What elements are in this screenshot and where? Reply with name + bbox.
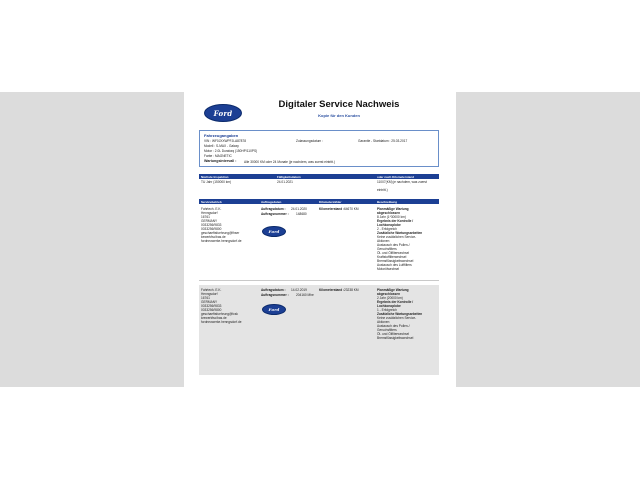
desc-line: Öl- und Ölfilterwechsel <box>377 332 410 336</box>
desc-line: Austausch des Pollen-/ <box>377 324 410 328</box>
dealer-line: 16761 <box>201 296 210 300</box>
desc-line: Planmäßige Wartung <box>377 207 409 211</box>
document-title: Digitaler Service Nachweis <box>278 99 400 110</box>
next-service-col-2: Fälligkeitsdatum <box>277 175 301 179</box>
desc-line: Planmäßige Wartung <box>377 288 409 292</box>
dealer-line: 0033256/9833 <box>201 223 222 227</box>
desc-line: Aktionen <box>377 239 390 243</box>
desc-line: Austausch des Luftfilters <box>377 263 412 267</box>
dealer-line: 16761 <box>201 215 210 219</box>
desc-line: Aktionen <box>377 320 390 324</box>
dealer-line: Fahrtech. E.K. <box>201 288 222 292</box>
order-number-value: 204160 Mhe <box>296 293 314 297</box>
dealer-line: Henngsdorf <box>201 292 218 296</box>
desc-line: abgeschlossen <box>377 211 401 215</box>
desc-line: Austausch des Pollen-/ <box>377 243 410 247</box>
desc-line: Kraftstoffilterwechsel <box>377 255 407 259</box>
service-document <box>184 92 456 387</box>
next-service-interval: TU Jahr (150000 km) <box>201 180 232 184</box>
next-service-col-3: oder nach Kilometerstand <box>377 175 415 179</box>
km-value: 64670 KM <box>344 207 359 211</box>
dealer-line: geschaeftsfuehrung@fhser <box>201 231 240 235</box>
dealer-line: geschaeftsfuehrung@fcsk <box>201 312 238 316</box>
service-col-km: Kilometerzähler <box>319 200 342 204</box>
document-header <box>184 92 456 132</box>
desc-line: Motorölwechsel <box>377 267 400 271</box>
desc-line: Zusätzliche Wartungsarbeiten <box>377 312 423 316</box>
order-date-label: Auftragsdatum : <box>261 207 286 211</box>
engine: Motor : 2.0L Duratorq (150HP/110PS) <box>204 149 258 153</box>
dealer-line: Fahrtech. E.K. <box>201 207 222 211</box>
order-number-value: 148680 <box>296 212 307 216</box>
next-service-km-2: eintritt.) <box>377 188 388 192</box>
next-service-header <box>199 174 439 179</box>
registration-date: Zulassungsdatum : <box>296 139 323 143</box>
model: Modell : S-MAX - Galaxy <box>204 144 239 148</box>
ford-logo-small: Ford <box>262 304 286 315</box>
dealer-line: 0033256/9800 <box>201 227 222 231</box>
desc-line: Lochkonoplobe <box>377 223 401 227</box>
next-service-col-1: Nächste Inspektion <box>201 175 229 179</box>
dealer-line: fordneuwerke.henngsdorf.de <box>201 320 242 324</box>
desc-line: Ergebnis der Kontrolle / <box>377 300 414 304</box>
desc-line: Zusätzliche Wartungsarbeiten <box>377 231 423 235</box>
desc-line: Ergebnis der Kontrolle / <box>377 219 414 223</box>
dealer-line: GERMANY <box>201 300 218 304</box>
desc-line: Bremsflüssigkeitswechsel <box>377 336 414 340</box>
dealer-line: krewerkfsc/bas.de <box>201 316 227 320</box>
order-number-label: Auftragsnummer : <box>261 293 289 297</box>
desc-line: Lochkonoplobe <box>377 304 401 308</box>
dealer-line: 0033256/9800 <box>201 308 222 312</box>
desc-line: Geruchsfilters <box>377 247 397 251</box>
service-col-order: Auftragsdaten <box>261 200 282 204</box>
desc-line: Öl- und Ölfilterwechsel <box>377 251 410 255</box>
km-value: 23238 KM <box>344 288 359 292</box>
next-service-km: 11007(KM) je nachdem, was zuerst <box>377 180 427 184</box>
desc-line: 1 - Erfolgreich <box>377 308 397 312</box>
desc-line: Bremsflüssigkeitswechsel <box>377 259 414 263</box>
vehicle-details-box <box>199 130 439 167</box>
warranty-start: Garantie - Startdatum : 25.03.2017 <box>358 139 408 143</box>
ford-logo: Ford <box>204 104 242 122</box>
interval-label: Wartungsintervall : <box>204 159 237 163</box>
vin: VIN : WF0JXXWPFJLA87878 <box>204 139 246 143</box>
desc-line: 2 Jahr (20000 km) <box>377 296 403 300</box>
order-date-label: Auftragsdatum : <box>261 288 286 292</box>
desc-line: Keine zusätzlichen Service- <box>377 235 417 239</box>
dealer-line: GERMANY <box>201 219 218 223</box>
dealer-line: fordneuwerke.henngsdorf.de <box>201 239 242 243</box>
dealer-line: kewerkfsc/bas.de <box>201 235 226 239</box>
desc-line: Keine zusätzlichen Service- <box>377 316 417 320</box>
desc-line: Geruchsfilters <box>377 328 397 332</box>
color: Farbe : MAGNETIC <box>204 154 232 158</box>
vehicle-heading: Fahrzeugangaben <box>204 133 239 138</box>
desc-line: 8 Jahr (1*30000 km) <box>377 215 406 219</box>
service-entry-2-background <box>199 285 439 375</box>
km-label: Kilometerstand : <box>319 207 345 211</box>
ford-logo-small: Ford <box>262 226 286 237</box>
document-subtitle: Kopie für den Kunden <box>318 113 360 118</box>
interval-value: Alle 30000 KM oder 24 Monate (je nachdem, was zuerst eintritt.) <box>244 159 335 164</box>
order-number-label: Auftragsnummer : <box>261 212 289 216</box>
km-label: Kilometerstand : <box>319 288 345 292</box>
order-date-value: 24.01.2020 <box>291 207 307 211</box>
order-date-value: 14.02.2019 <box>291 288 307 292</box>
dealer-line: Henngsdorf <box>201 211 218 215</box>
desc-line: 2 - Erfolgreich <box>377 227 397 231</box>
dealer-line: 0033256/9833 <box>201 304 222 308</box>
service-col-dealer: Servicebetrieb <box>201 200 222 204</box>
service-col-desc: Beschreibung <box>377 200 398 204</box>
service-header <box>199 199 439 204</box>
next-service-due-date: 24.01.2021 <box>277 180 293 184</box>
desc-line: abgeschlossen <box>377 292 401 296</box>
row-divider <box>199 280 439 281</box>
